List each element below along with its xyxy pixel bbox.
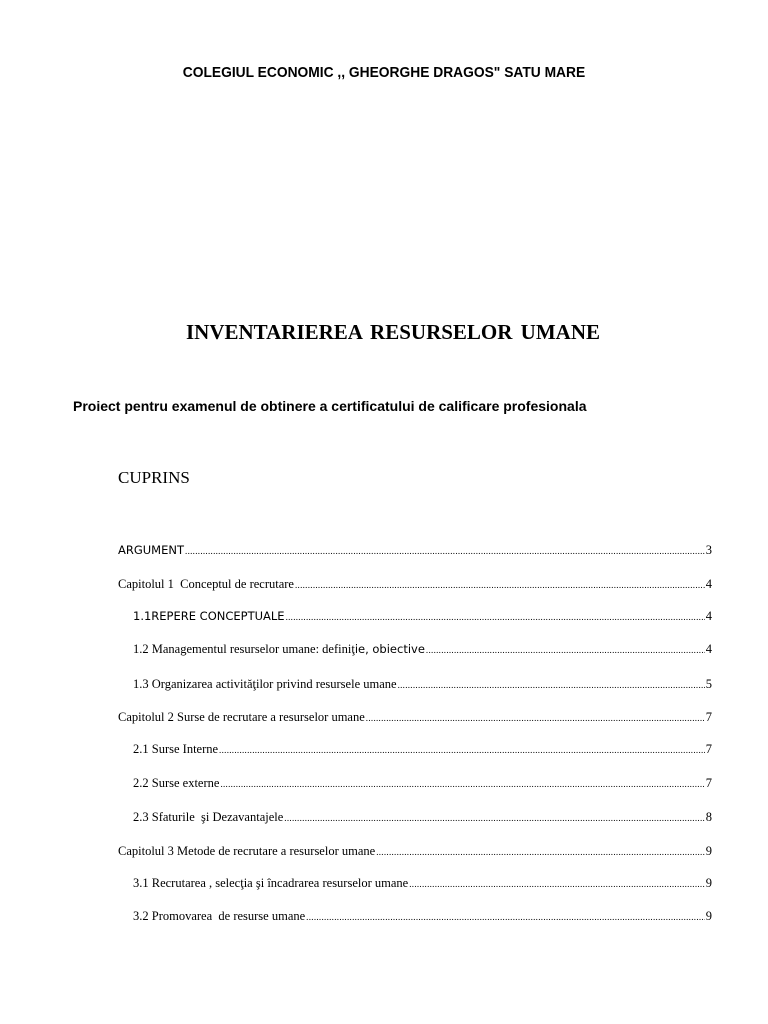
toc-entry-page: 8 [705,810,712,824]
toc-entry-label: 1.1REPERE CONCEPTUALE [133,609,285,623]
toc-heading: CUPRINS [118,468,190,487]
toc-entry-page: 7 [705,776,712,790]
toc-entry-chapter-1 [118,575,712,593]
toc-entry-1-2 [133,640,712,658]
toc-leader-dots [398,676,705,694]
toc-entry-page: 5 [705,677,712,691]
toc-leader-dots [295,576,705,594]
toc-leader-dots [426,641,705,659]
toc-entry-page: 4 [705,609,712,623]
toc-entry-2-3 [133,808,712,826]
toc-entry-label [133,640,425,658]
toc-entry-label: 2.2 Surse externe [133,776,220,790]
toc-entry-page: 9 [705,844,712,858]
toc-entry-label: ARGUMENT [118,543,185,557]
toc-entry-label-part: ie, obiective [354,642,425,656]
toc-entry-label: 2.3 Sfaturile şi Dezavantajele [133,810,284,824]
toc-entry-page: 7 [705,742,712,756]
toc-leader-dots [409,875,705,893]
toc-entry-page: 7 [705,710,712,724]
document-subtitle: Proiect pentru examenul de obtinere a certificatului de calificare profesionala [73,398,587,414]
toc-entry-3-2 [133,907,712,925]
toc-entry-2-1 [133,740,712,758]
toc-entry-page: 9 [705,909,712,923]
toc-entry-3-1 [133,874,712,892]
toc-entry-label: 1.3 Organizarea activităţilor privind resursele umane [133,677,397,691]
toc-entry-2-2 [133,774,712,792]
toc-entry-label: 2.1 Surse Interne [133,742,219,756]
toc-entry-chapter-3 [118,842,712,860]
toc-leader-dots [366,709,705,727]
toc-entry-page: 4 [705,577,712,591]
school-name: COLEGIUL ECONOMIC ,, GHEORGHE DRAGOS" SATU MARE [182,64,586,81]
toc-entry-label: Capitolul 3 Metode de recrutare a resurselor umane [118,844,376,858]
toc-entry-1-1 [133,607,712,625]
toc-entry-page: 3 [705,543,712,557]
toc-entry-page: 4 [705,642,712,656]
toc-entry-label: Capitolul 1 Conceptul de recrutare [118,577,294,591]
toc-entry-label: 3.1 Recrutarea , selecţia şi încadrarea resurselor umane [133,876,409,890]
toc-leader-dots [220,775,704,793]
toc-entry-chapter-2 [118,708,712,726]
toc-entry-page: 9 [705,876,712,890]
toc-leader-dots [185,542,705,560]
toc-entry-label: Capitolul 2 Surse de recrutare a resurselor umane [118,710,365,724]
document-title: INVENTARIEREA RESURSELOR UMANE [185,320,600,344]
toc-leader-dots [284,809,704,827]
toc-entry-argument [118,541,712,559]
toc-leader-dots [286,608,705,626]
toc-entry-label: 3.2 Promovarea de resurse umane [133,909,306,923]
toc-leader-dots [376,843,705,861]
toc-entry-1-3 [133,675,712,693]
toc-leader-dots [306,908,705,926]
toc-leader-dots [219,741,705,759]
toc-entry-label-part: 1.2 Managementul resurselor umane: definiţ [133,642,355,656]
